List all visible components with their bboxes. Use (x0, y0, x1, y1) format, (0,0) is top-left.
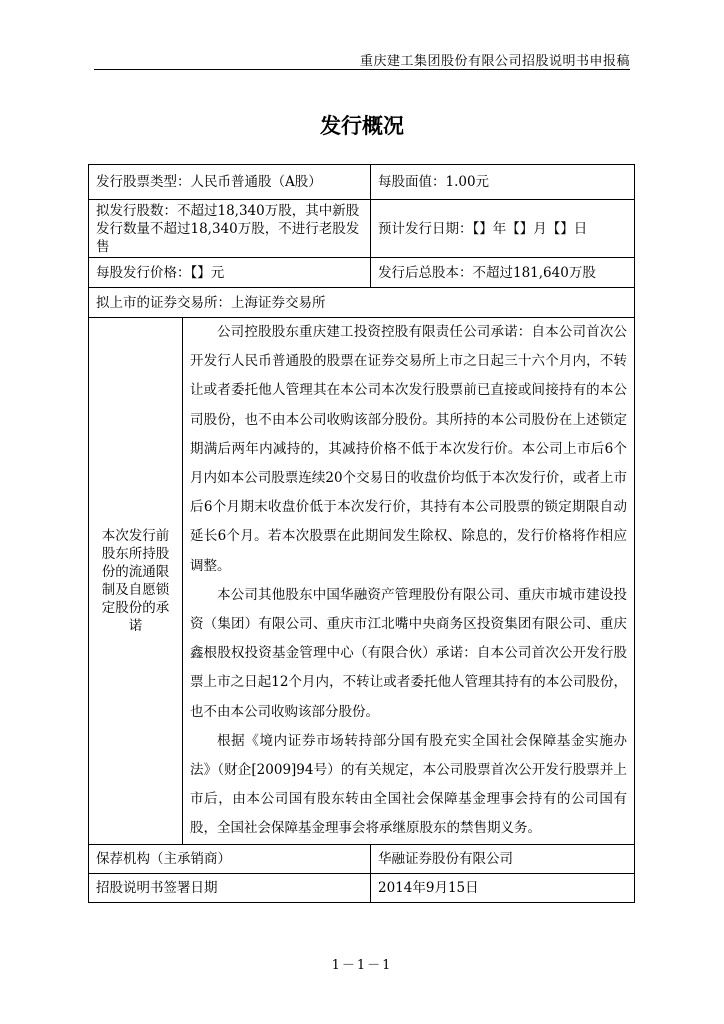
total-shares-cell: 发行后总股本：不超过181,640万股 (371, 258, 635, 288)
lockup-paragraph: 根据《境内证券市场转持部分国有股充实全国社会保障基金实施办法》（财企[2009]94号）的有关规定，本公司股票首次公开发行股票并上市后，由本公司国有股东转由全国社会保障基金理事会持有的公司国有股，全国社会保障基金理事会将承继原股东的禁售期义务。 (190, 732, 627, 837)
table-row (89, 318, 635, 845)
table-row (89, 844, 635, 873)
table-row (89, 200, 635, 258)
offering-overview-table (88, 164, 635, 903)
sign-date-label-cell: 招股说明书签署日期 (89, 873, 371, 902)
table-row (89, 288, 635, 318)
sign-date-value-cell: 2014年9月15日 (371, 873, 635, 902)
page-number: 1－1－1 (331, 958, 393, 973)
par-value-cell: 每股面值：1.00元 (371, 165, 635, 200)
page-title: 发行概况 (320, 114, 404, 138)
stock-type-cell: 发行股票类型：人民币普通股（A股） (89, 165, 371, 200)
table-row (89, 258, 635, 288)
table-row (89, 873, 635, 902)
lockup-commitment-cell (183, 318, 635, 845)
lockup-paragraph: 公司控股股东重庆建工投资控股有限责任公司承诺：自本公司首次公开发行人民币普通股的股票在证券交易所上市之日起三十六个月内，不转让或者委托他人管理其在本公司本次发行股票前已直接或间接持有的本公司股份，也不由本公司收购该部分股份。其所持的本公司股份在上述锁定期满后两年内减持的，其减持价格不低于本次发行价。本公司上市后6个月内如本公司股票连续20个交易日的收盘价均低于本次发行价，或者上市后6个月期末收盘价低于本次发行价，其持有本公司股票的锁定期限自动延长6个月。若本次股票在此期间发生除权、除息的，发行价格将作相应调整。 (190, 324, 627, 574)
header-rule (94, 69, 630, 70)
running-header: 重庆建工集团股份有限公司招股说明书申报稿 (359, 54, 630, 69)
table-row (89, 165, 635, 200)
lockup-paragraph: 本公司其他股东中国华融资产管理股份有限公司、重庆市城市建设投资（集团）有限公司、重庆市江北嘴中央商务区投资集团有限公司、重庆鑫根股权投资基金管理中心（有限合伙）承诺：自本公司首次公开发行股票上市之日起12个月内，不转让或者委托他人管理其持有的本公司股份，也不由本公司收购该部分股份。 (190, 586, 627, 720)
issue-date-cell: 预计发行日期：【】年【】月【】日 (371, 200, 635, 258)
sponsor-value-cell: 华融证券股份有限公司 (371, 844, 635, 873)
issue-price-cell: 每股发行价格：【】元 (89, 258, 371, 288)
exchange-cell: 拟上市的证券交易所：上海证券交易所 (89, 288, 635, 318)
lockup-label-cell: 本次发行前股东所持股份的流通限制及自愿锁定股份的承诺 (89, 318, 183, 845)
issue-quantity-cell: 拟发行股数：不超过18,340万股，其中新股发行数量不超过18,340万股，不进行老股发售 (89, 200, 371, 258)
sponsor-label-cell: 保荐机构（主承销商） (89, 844, 371, 873)
